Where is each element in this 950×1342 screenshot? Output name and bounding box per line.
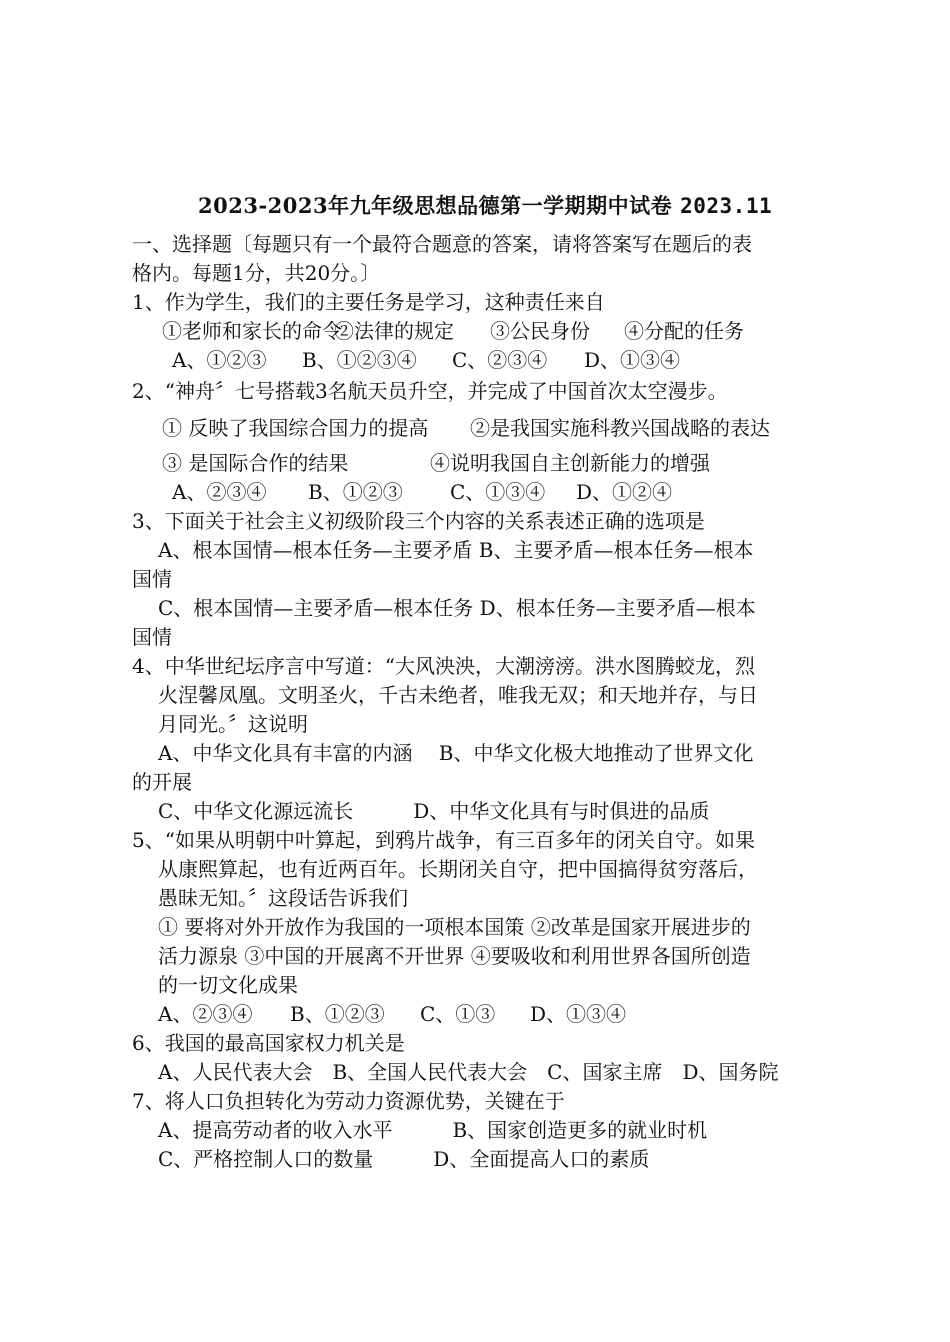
question-6 xyxy=(132,1029,822,1087)
answer-line: C、严格控制人口的数量 D、全面提高人口的素质 xyxy=(158,1147,650,1171)
choice: C、②③④ xyxy=(452,348,548,372)
choice: B、①②③④ xyxy=(302,348,417,372)
section-instruction-line: 一、选择题〔每题只有一个最符合题意的答案，请将答案写在题后的表 xyxy=(132,232,752,256)
choice: A、①②③ xyxy=(172,348,267,372)
question-stem: 3、下面关于社会主义初级阶段三个内容的关系表述正确的选项是 xyxy=(132,509,705,533)
question-stem: 5、“如果从明朝中叶算起，到鸦片战争，有三百多年的闭关自守。如果 xyxy=(132,828,755,852)
question-items xyxy=(132,317,822,346)
question-1 xyxy=(132,288,822,375)
choice: D、①③④ xyxy=(584,348,681,372)
item: ③ 是国际合作的结果 xyxy=(162,451,349,475)
item: ① 反映了我国综合国力的提高 xyxy=(162,416,429,440)
question-stem: 愚昧无知。〞这段话告诉我们 xyxy=(158,886,408,910)
answer-choices xyxy=(132,1000,822,1029)
question-7 xyxy=(132,1087,822,1174)
question-stem: 从康熙算起，也有近两百年。长期闭关自守，把中国搞得贫穷落后， xyxy=(158,857,758,881)
question-stem: 4、中华世纪坛序言中写道：“大风泱泱，大潮滂滂。洪水图腾蛟龙，烈 xyxy=(132,654,755,678)
question-items: 活力源泉 ③中国的开展离不开世界 ④要吸收和利用世界各国所创造 xyxy=(158,944,751,968)
choice: C、①③ xyxy=(420,1002,496,1026)
question-4 xyxy=(132,652,822,826)
question-items xyxy=(132,414,822,443)
answer-line: 的开展 xyxy=(132,770,192,794)
exam-body xyxy=(132,230,822,1174)
item: ①老师和家长的命令 xyxy=(162,319,342,343)
question-items: 的一切文化成果 xyxy=(158,973,298,997)
choice: D、①③④ xyxy=(530,1002,627,1026)
choice: B、①②③ xyxy=(290,1002,385,1026)
question-stem: 火涅馨凤凰。文明圣火，千古未绝者，唯我无双；和天地并存，与日 xyxy=(158,683,758,707)
answer-choices xyxy=(132,346,822,375)
choice: B、①②③ xyxy=(308,480,403,504)
answer-line: C、根本国情—主要矛盾—根本任务 D、根本任务—主要矛盾—根本 xyxy=(158,596,756,620)
question-items: ① 要将对外开放作为我国的一项根本国策 ②改革是国家开展进步的 xyxy=(158,915,751,939)
answer-choices: A、人民代表大会 B、全国人民代表大会 C、国家主席 D、国务院 xyxy=(158,1060,779,1084)
section-instruction-line: 格内。每题1分，共20分。〕 xyxy=(132,261,381,285)
item: ③公民身份 xyxy=(490,319,590,343)
exam-title xyxy=(198,190,772,220)
exam-title-text: 2023-2023年九年级思想品德第一学期期中试卷 xyxy=(198,193,673,218)
item: ②是我国实施科教兴国战略的表达 xyxy=(470,416,770,440)
choice: A、②③④ xyxy=(172,480,267,504)
question-stem: 月同光。〞这说明 xyxy=(158,712,308,736)
answer-line: 国情 xyxy=(132,567,172,591)
answer-line: A、根本国情—根本任务—主要矛盾 B、主要矛盾—根本任务—根本 xyxy=(158,538,754,562)
answer-choices xyxy=(132,478,822,507)
question-stem: 1、作为学生，我们的主要任务是学习，这种责任来自 xyxy=(132,290,605,314)
answer-line: C、中华文化源远流长 D、中华文化具有与时俱进的品质 xyxy=(158,799,710,823)
question-stem: 2、“神舟〞七号搭载3名航天员升空，并完成了中国首次太空漫步。 xyxy=(132,379,728,403)
question-items xyxy=(132,449,822,478)
item: ②法律的规定 xyxy=(334,319,454,343)
answer-line: A、中华文化具有丰富的内涵 B、中华文化极大地推动了世界文化 xyxy=(158,741,754,765)
question-stem: 6、我国的最高国家权力机关是 xyxy=(132,1031,405,1055)
question-2 xyxy=(132,377,822,507)
choice: A、②③④ xyxy=(158,1002,253,1026)
item: ④说明我国自主创新能力的增强 xyxy=(430,451,710,475)
choice: C、①③④ xyxy=(450,480,546,504)
question-stem: 7、将人口负担转化为劳动力资源优势，关键在于 xyxy=(132,1089,565,1113)
exam-date: 2023.11 xyxy=(680,194,773,218)
question-5 xyxy=(132,826,822,1029)
item: ④分配的任务 xyxy=(624,319,744,343)
choice: D、①②④ xyxy=(576,480,673,504)
answer-line: 国情 xyxy=(132,625,172,649)
answer-line: A、提高劳动者的收入水平 B、国家创造更多的就业时机 xyxy=(158,1118,708,1142)
question-3 xyxy=(132,507,822,652)
